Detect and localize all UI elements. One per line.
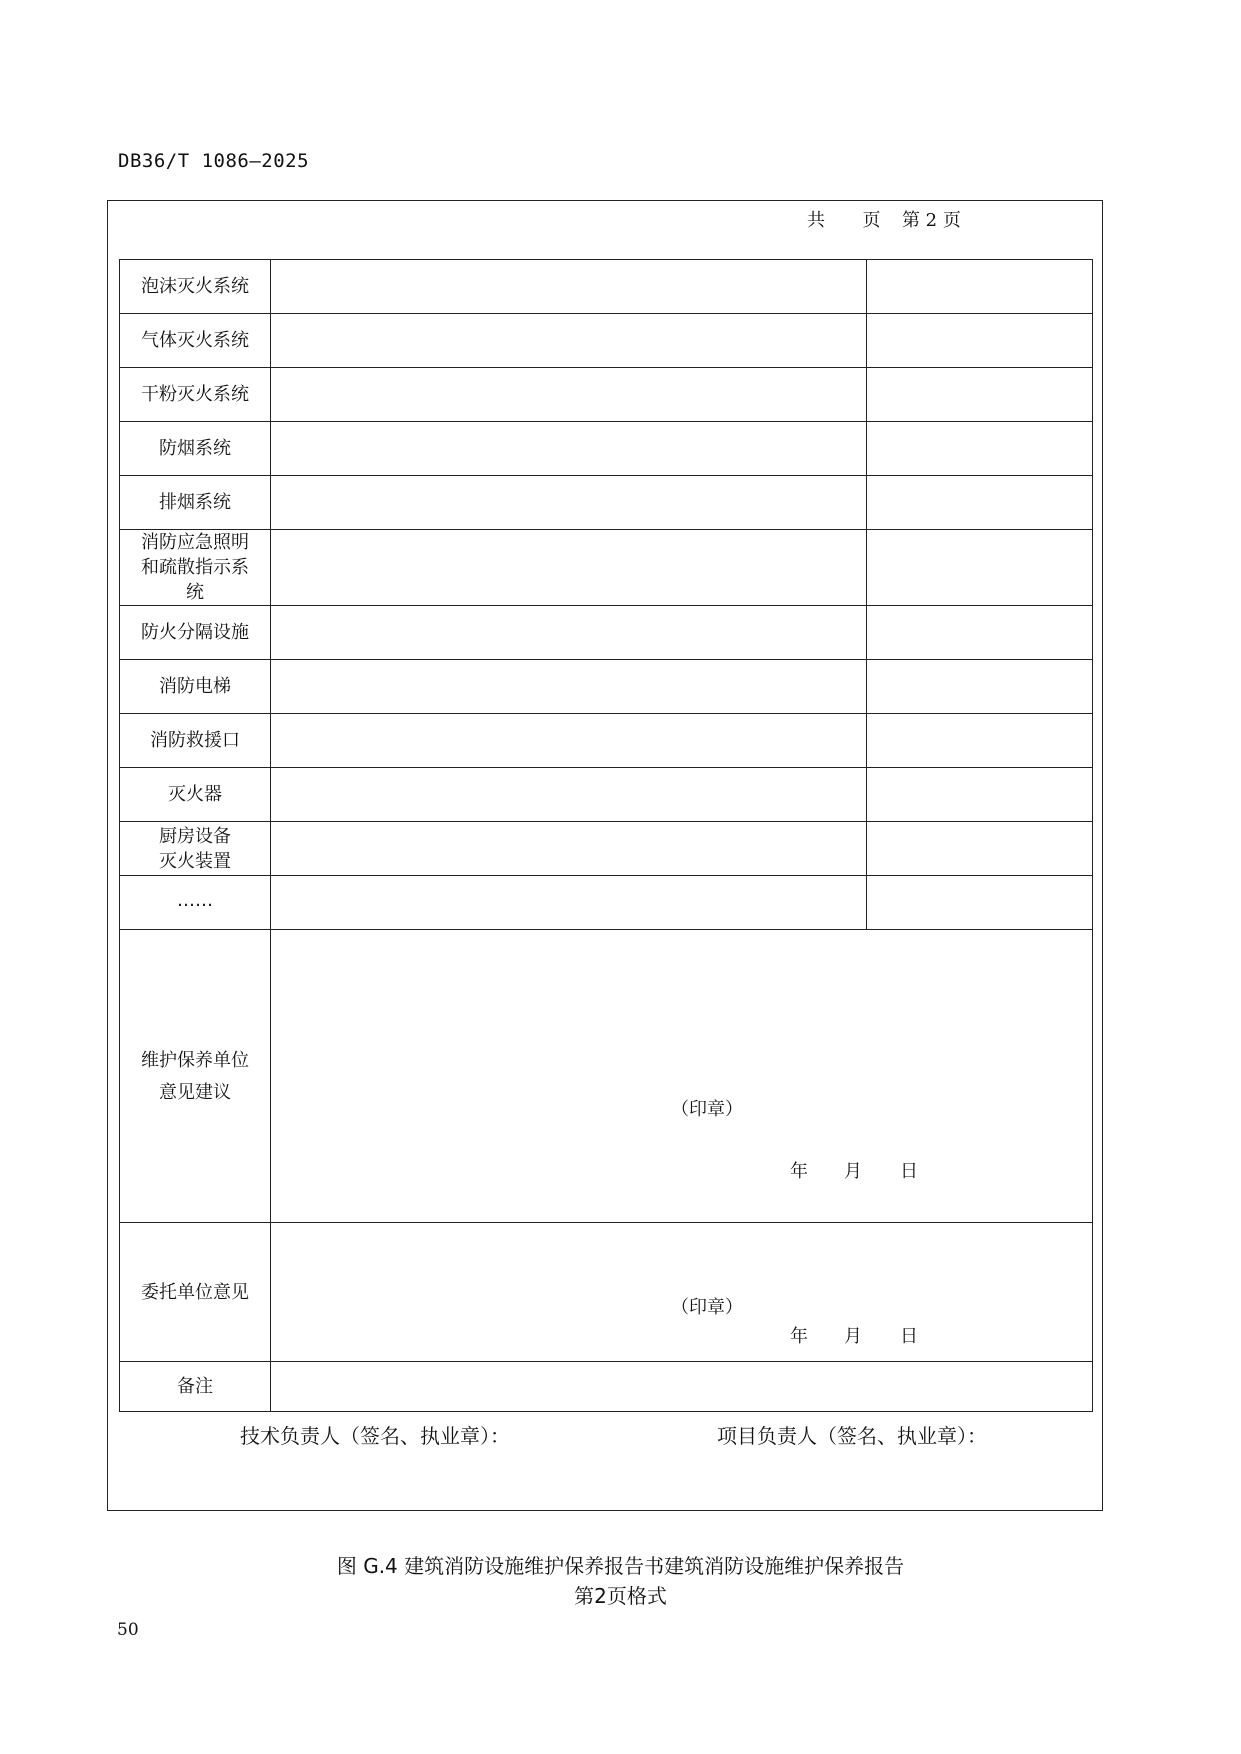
row-label: 气体灭火系统: [120, 314, 271, 368]
table-row: [120, 660, 1093, 714]
client-opinion-row: [120, 1223, 1093, 1362]
maintenance-label-line1: 维护保养单位: [141, 1049, 249, 1071]
row-content-cell[interactable]: [271, 822, 867, 876]
table-row: [120, 260, 1093, 314]
row-result-cell[interactable]: [867, 260, 1093, 314]
row-label: 泡沫灭火系统: [120, 260, 271, 314]
row-result-cell[interactable]: [867, 368, 1093, 422]
date-month-label: 月: [844, 1326, 862, 1347]
row-result-cell[interactable]: [867, 768, 1093, 822]
client-opinion-field[interactable]: [271, 1223, 1093, 1362]
table-row: [120, 476, 1093, 530]
row-content-cell[interactable]: [271, 422, 867, 476]
remarks-field[interactable]: [271, 1362, 1093, 1412]
row-result-cell[interactable]: [867, 530, 1093, 606]
row-content-cell[interactable]: [271, 260, 867, 314]
remarks-label: 备注: [120, 1362, 271, 1412]
maintenance-opinion-row: [120, 930, 1093, 1223]
standard-code: DB36/T 1086—2025: [118, 150, 310, 172]
table-row: [120, 606, 1093, 660]
row-result-cell[interactable]: [867, 876, 1093, 930]
row-label: 防烟系统: [120, 422, 271, 476]
row-content-cell[interactable]: [271, 368, 867, 422]
page-nth-label: 第: [901, 210, 920, 231]
row-label: 排烟系统: [120, 476, 271, 530]
row-content-cell[interactable]: [271, 530, 867, 606]
inspection-table: [119, 259, 1093, 1412]
client-seal-label: （印章）: [671, 1297, 743, 1318]
row-label-text: 消防应急照明和疏散指示系统: [141, 532, 249, 603]
table-row: [120, 530, 1093, 606]
row-label: 消防救援口: [120, 714, 271, 768]
figure-caption: 图 G.4 建筑消防设施维护保养报告书建筑消防设施维护保养报告: [336, 1554, 905, 1578]
date-month-label: 月: [844, 1161, 862, 1182]
date-day-label: 日: [900, 1326, 918, 1347]
date-year-label: 年: [790, 1161, 808, 1182]
table-row: [120, 368, 1093, 422]
row-result-cell[interactable]: [867, 822, 1093, 876]
row-label: [120, 530, 271, 606]
project-lead-signature: 项目负责人（签名、执业章）：: [717, 1424, 987, 1448]
page-count: [807, 206, 961, 232]
row-result-cell[interactable]: [867, 476, 1093, 530]
row-label: ……: [120, 876, 271, 930]
maintenance-seal-label: （印章）: [671, 1099, 743, 1120]
row-content-cell[interactable]: [271, 606, 867, 660]
table-row: [120, 314, 1093, 368]
date-year-label: 年: [790, 1326, 808, 1347]
page-unit-label-2: 页: [942, 210, 961, 231]
row-content-cell[interactable]: [271, 714, 867, 768]
technical-lead-signature: 技术负责人（签名、执业章）：: [240, 1424, 510, 1448]
figure-caption-sub: 第2页格式: [574, 1584, 667, 1608]
maintenance-label-line2: 意见建议: [159, 1081, 231, 1103]
row-result-cell[interactable]: [867, 314, 1093, 368]
page-total-label: 共: [807, 210, 825, 231]
row-label: 防火分隔设施: [120, 606, 271, 660]
remarks-row: [120, 1362, 1093, 1412]
maintenance-opinion-field[interactable]: [271, 930, 1093, 1223]
table-row: [120, 822, 1093, 876]
row-content-cell[interactable]: [271, 768, 867, 822]
row-label-text: 厨房设备灭火装置: [159, 825, 231, 872]
row-label: 干粉灭火系统: [120, 368, 271, 422]
table-row: [120, 876, 1093, 930]
page-number-current: 2: [925, 210, 938, 231]
client-opinion-label: 委托单位意见: [120, 1223, 271, 1362]
client-date: [790, 1324, 918, 1349]
table-row: [120, 768, 1093, 822]
row-content-cell[interactable]: [271, 314, 867, 368]
row-result-cell[interactable]: [867, 714, 1093, 768]
row-result-cell[interactable]: [867, 606, 1093, 660]
date-day-label: 日: [900, 1161, 918, 1182]
row-content-cell[interactable]: [271, 660, 867, 714]
row-result-cell[interactable]: [867, 422, 1093, 476]
row-result-cell[interactable]: [867, 660, 1093, 714]
row-content-cell[interactable]: [271, 876, 867, 930]
row-content-cell[interactable]: [271, 476, 867, 530]
table-row: [120, 714, 1093, 768]
page-unit-label: 页: [862, 210, 881, 231]
maintenance-date: [790, 1159, 918, 1184]
table-row: [120, 422, 1093, 476]
row-label: [120, 822, 271, 876]
row-label: 灭火器: [120, 768, 271, 822]
page-number: 50: [117, 1620, 139, 1640]
maintenance-opinion-label: [120, 930, 271, 1223]
row-label: 消防电梯: [120, 660, 271, 714]
